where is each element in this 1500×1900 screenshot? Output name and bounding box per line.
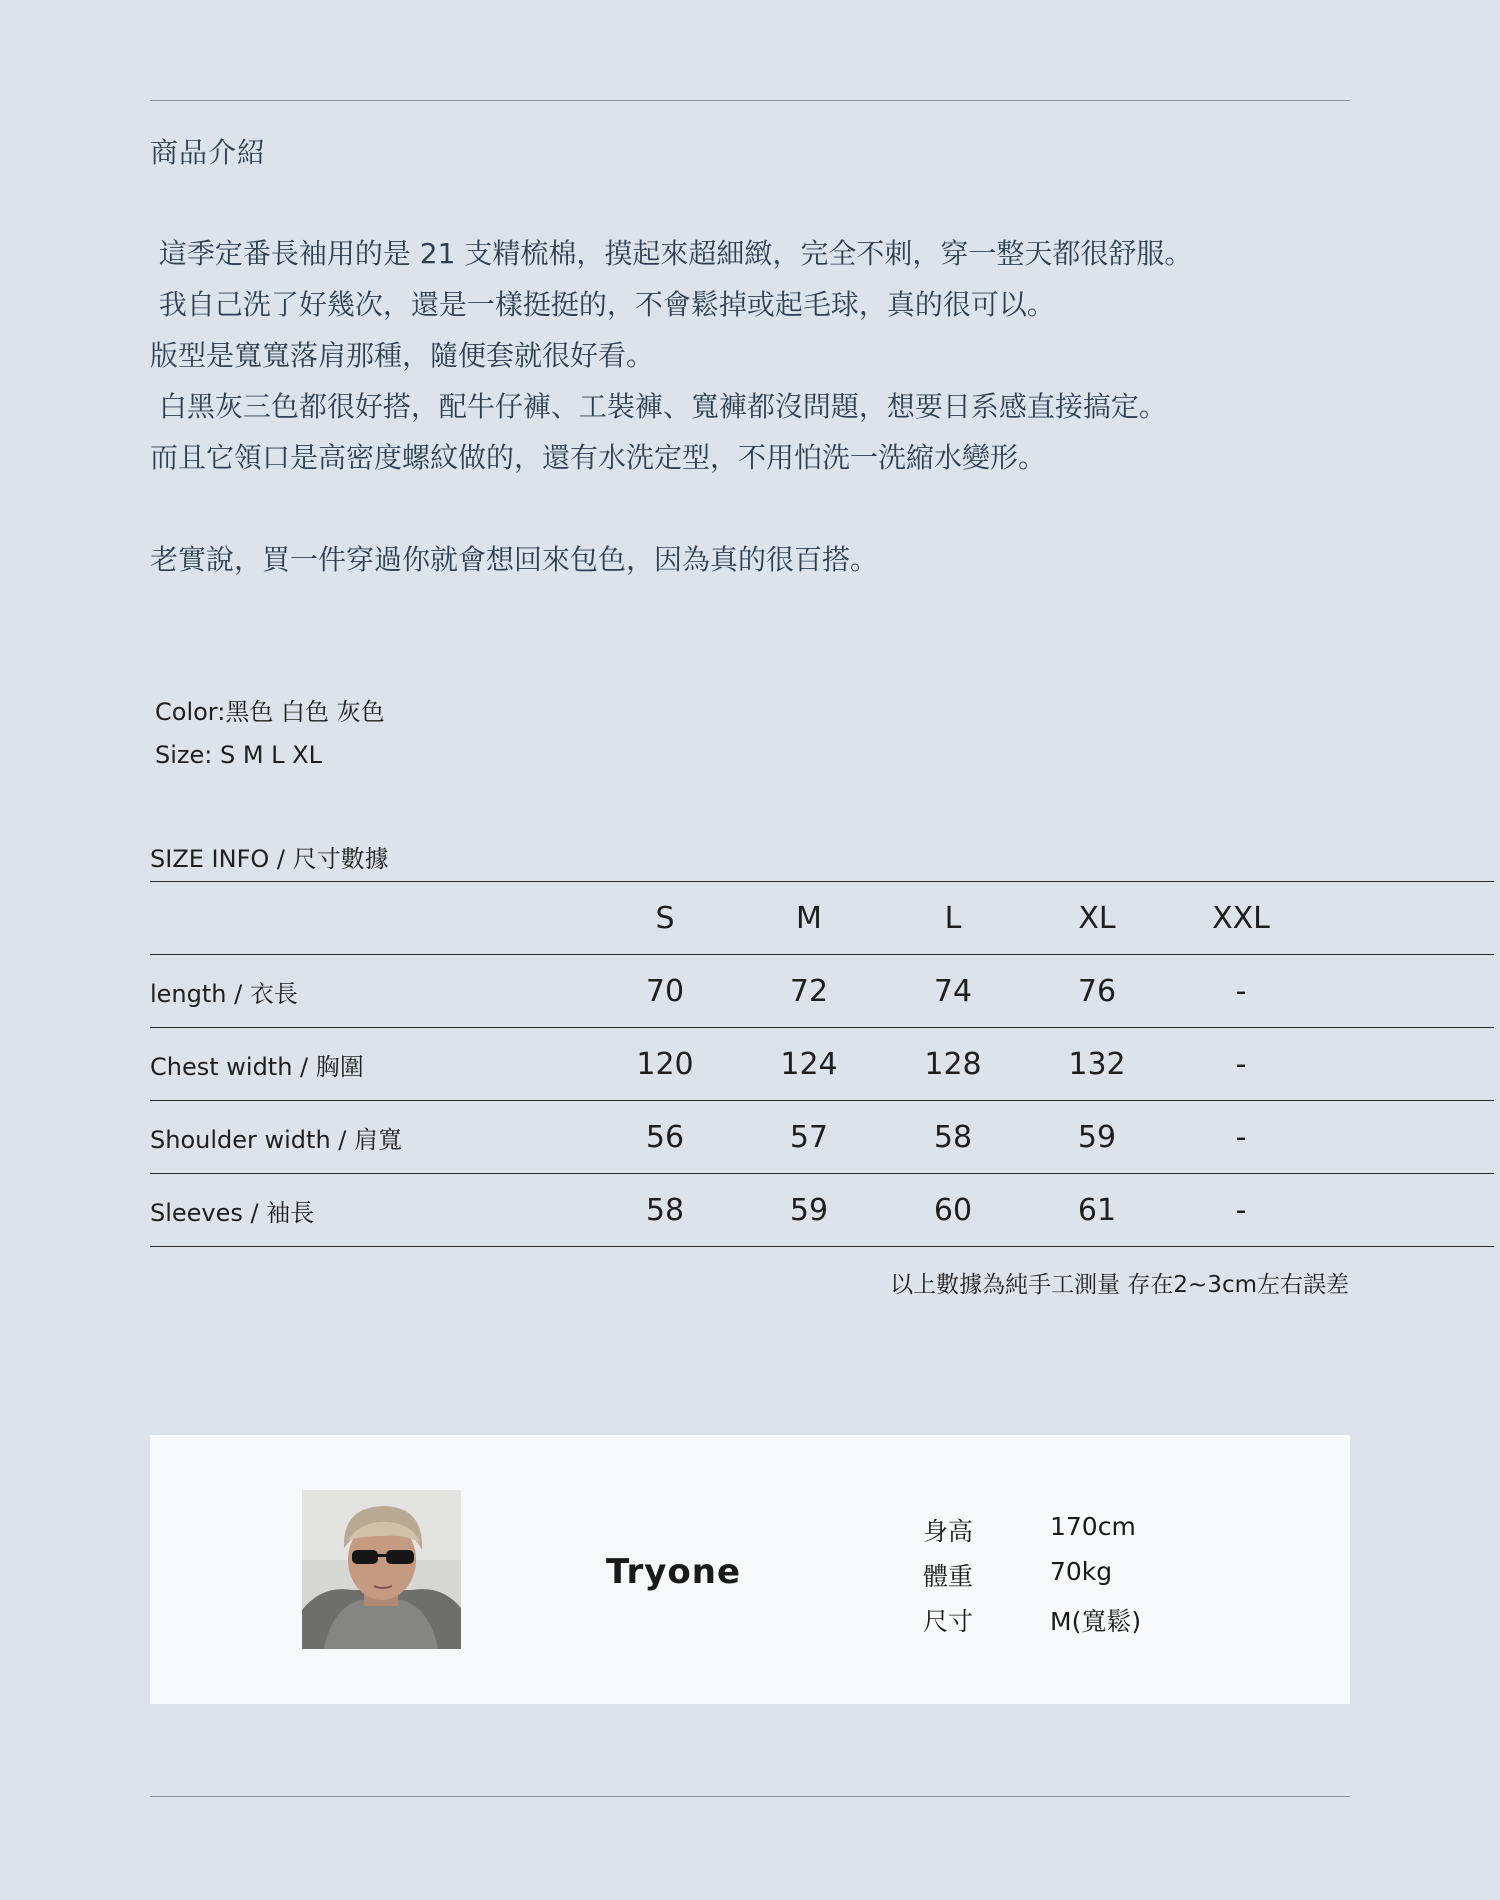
table-cell: 58 [593, 1174, 737, 1247]
stat-value-weight: 70kg [1050, 1557, 1113, 1586]
table-row [150, 955, 1494, 1028]
header-spacer-cell [1313, 882, 1494, 955]
table-cell: 60 [881, 1174, 1025, 1247]
row-label: length / 衣長 [150, 955, 593, 1028]
product-description [150, 228, 1290, 585]
description-paragraph: 這季定番長袖用的是 21 支精梳棉，摸起來超細緻，完全不刺，穿一整天都很舒服。 [150, 237, 1193, 270]
row-spacer-cell [1313, 1028, 1494, 1101]
table-cell: - [1169, 1101, 1313, 1174]
table-row [150, 1174, 1494, 1247]
section-title: 商品介紹 [150, 136, 267, 169]
description-paragraph: 老實說，買一件穿過你就會想回來包色，因為真的很百搭。 [150, 543, 879, 576]
size-options: Size: S M L XL [155, 741, 322, 769]
table-cell: 72 [737, 955, 881, 1028]
color-options: Color:黑色 白色 灰色 [155, 698, 385, 726]
model-photo-illustration [302, 1490, 461, 1649]
row-spacer-cell [1313, 1174, 1494, 1247]
row-label: Shoulder width / 肩寬 [150, 1101, 593, 1174]
table-cell: 76 [1025, 955, 1169, 1028]
column-header: M [737, 882, 881, 955]
table-row [150, 1028, 1494, 1101]
header-label-cell [150, 882, 593, 955]
row-spacer-cell [1313, 955, 1494, 1028]
size-info-heading: SIZE INFO / 尺寸數據 [150, 845, 389, 873]
top-divider [150, 100, 1350, 101]
table-cell: - [1169, 1028, 1313, 1101]
table-cell: - [1169, 955, 1313, 1028]
description-paragraph: 白黑灰三色都很好搭，配牛仔褲、工裝褲、寬褲都沒問題，想要日系感直接搞定。 [150, 390, 1167, 423]
model-photo [302, 1490, 461, 1649]
table-row [150, 1101, 1494, 1174]
description-paragraph: 版型是寬寬落肩那種，隨便套就很好看。 [150, 339, 655, 372]
table-cell: 124 [737, 1028, 881, 1101]
table-cell: 56 [593, 1101, 737, 1174]
table-cell: 59 [737, 1174, 881, 1247]
table-cell: 61 [1025, 1174, 1169, 1247]
table-cell: 70 [593, 955, 737, 1028]
table-cell: 128 [881, 1028, 1025, 1101]
paragraph-spacer [150, 483, 1290, 534]
measurement-note: 以上數據為純手工測量 存在2~3cm左右誤差 [890, 1272, 1349, 1298]
column-header: XL [1025, 882, 1169, 955]
table-cell: 132 [1025, 1028, 1169, 1101]
model-card [150, 1435, 1350, 1704]
stat-value-size: M(寬鬆) [1050, 1607, 1142, 1636]
table-cell: 58 [881, 1101, 1025, 1174]
description-paragraph: 而且它領口是高密度螺紋做的，還有水洗定型，不用怕洗一洗縮水變形。 [150, 441, 1047, 474]
table-cell: 59 [1025, 1101, 1169, 1174]
size-table-header [150, 882, 1494, 955]
column-header: XXL [1169, 882, 1313, 955]
table-cell: 120 [593, 1028, 737, 1101]
stat-label-weight: 體重 [923, 1562, 974, 1591]
model-name: Tryone [606, 1552, 742, 1592]
table-cell: 74 [881, 955, 1025, 1028]
description-paragraph: 我自己洗了好幾次，還是一樣挺挺的，不會鬆掉或起毛球，真的很可以。 [150, 288, 1055, 321]
stat-label-height: 身高 [923, 1517, 974, 1546]
table-cell: 57 [737, 1101, 881, 1174]
column-header: S [593, 882, 737, 955]
row-label: Chest width / 胸圍 [150, 1028, 593, 1101]
stat-label-size: 尺寸 [923, 1607, 974, 1636]
row-label: Sleeves / 袖長 [150, 1174, 593, 1247]
row-spacer-cell [1313, 1101, 1494, 1174]
table-cell: - [1169, 1174, 1313, 1247]
bottom-divider [150, 1796, 1350, 1797]
column-header: L [881, 882, 1025, 955]
stat-value-height: 170cm [1050, 1512, 1136, 1541]
size-table [150, 881, 1494, 1247]
